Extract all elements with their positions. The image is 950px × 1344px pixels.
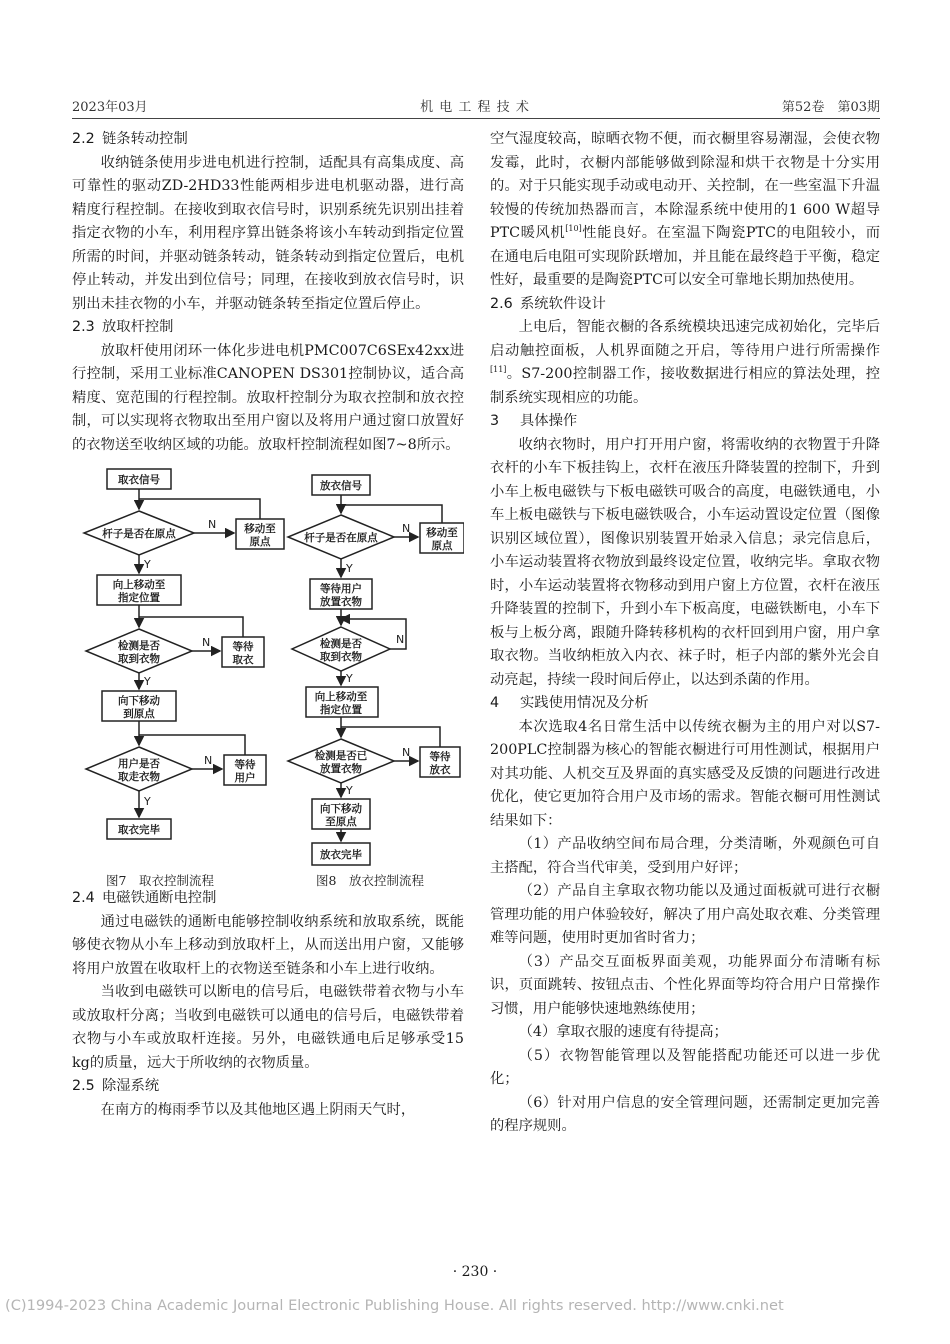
paragraph: 本次选取4名日常生活中以传统衣橱为主的用户对以S7-200PLC控制器为核心的智能衣橱进行可用性测试，根据用户对其功能、人机交互及界面的真实感受及反馈的问题进行改进优化，使它更加符合用户及市场的需求。智能衣橱可用性测试结果如下： xyxy=(490,718,880,829)
fig7-no-1: N xyxy=(208,518,217,531)
fig8-wait-user-l2: 放置衣物 xyxy=(320,596,362,608)
fig7-d3-l1: 用户是否 xyxy=(118,758,160,770)
fig8-move-up-l1: 向上移动至 xyxy=(314,691,368,703)
flowcharts-svg xyxy=(72,461,464,871)
result-item: （1）产品收纳空间布局合理，分类清晰，外观颜色可自主搭配，符合当代审美，受到用户好评； xyxy=(490,836,880,876)
fig7-move-up-l2: 指定位置 xyxy=(118,592,160,604)
section-title: 具体操作 xyxy=(520,413,578,429)
section-title: 放取杆控制 xyxy=(102,319,174,335)
page-number: · 230 · xyxy=(452,1264,498,1280)
fig7-d2-l1: 检测是否 xyxy=(118,640,160,652)
paragraph-text: 。S7-200控制器工作，接收数据进行相应的算法处理，控制系统实现相应的功能。 xyxy=(490,366,880,406)
paragraph-text: 上电后，智能衣橱的各系统模块迅速完成初始化，完毕后启动触控面板，人机界面随之开启，等待用户进行所需操作 xyxy=(490,319,880,359)
fig8-no-3: N xyxy=(402,746,411,759)
fig7-start-label: 取衣信号 xyxy=(118,474,160,486)
section-number: 2.6 xyxy=(490,295,513,312)
fig7-move-down-l2: 到原点 xyxy=(123,708,155,720)
fig8-d2-l1: 检测是否 xyxy=(320,638,362,650)
fig7-d2-l2: 取到衣物 xyxy=(118,653,160,665)
fig7-yes-1: Y xyxy=(144,558,151,571)
result-item: （6）针对用户信息的安全管理问题，还需制定更加完善的程序规则。 xyxy=(490,1094,880,1134)
fig7-d3-l2: 取走衣物 xyxy=(118,771,160,783)
fig8-move-origin-l1: 移动至 xyxy=(426,527,458,539)
result-item: （2）产品自主拿取衣物功能以及通过面板就可进行衣橱管理功能的用户体验较好，解决了用户高处取衣难、分类管理难等问题，使用时更加省时省力； xyxy=(490,883,880,946)
section-number: 2.2 xyxy=(72,131,95,147)
fig8-yes-1: Y xyxy=(346,562,353,575)
fig8-end-label: 放衣完毕 xyxy=(320,849,362,861)
fig7-yes-2: Y xyxy=(144,675,151,688)
fig7-wait-user-l1: 等待 xyxy=(234,759,256,771)
fig8-no-1: N xyxy=(402,522,411,535)
paragraph-text: 性能良好。在室温下陶瓷PTC的电阻较小，而在通电后电阻可实现阶跃增加，并且能在最终趋于平衡，稳定性好，最重要的是陶瓷PTC可以安全可靠地长期加热使用。 xyxy=(490,225,880,288)
paragraph: 收纳链条使用步进电机进行控制，适配具有高集成度、高可靠性的驱动ZD-2HD33性能两相步进电机驱动器，进行高精度行程控制。在接收到取衣信号时，识别系统先识别出挂着指定衣物的小车，利用程序算出链条将该小车转动到指定位置所需的时间，并驱动链条转动，链条转动到指定位置后，电机停止转动，并发出到位信号；同理，在接收到放衣信号时，识别出未挂衣物的小车，并驱动链条转至指定位置后停止。 xyxy=(72,154,464,312)
citation[interactable]: [10] xyxy=(565,224,582,234)
figure-8-labels xyxy=(304,479,458,861)
fig7-move-down-l1: 向下移动 xyxy=(118,695,160,707)
section-title: 系统软件设计 xyxy=(520,295,606,312)
fig7-move-up-l1: 向上移动至 xyxy=(112,579,166,591)
paragraph xyxy=(490,316,880,410)
figure-8-caption: 图8 放衣控制流程 xyxy=(316,873,424,888)
header-rule xyxy=(72,118,880,119)
section-number: 4 xyxy=(490,695,500,711)
fig8-d2-l2: 取到衣物 xyxy=(320,651,362,663)
section-2-6-heading xyxy=(490,293,880,317)
fig7-move-origin-l2: 原点 xyxy=(249,536,271,548)
citation[interactable]: [11] xyxy=(490,365,507,375)
fig7-move-origin-l1: 移动至 xyxy=(244,523,276,535)
section-2-3-heading xyxy=(72,316,464,340)
fig7-yes-3: Y xyxy=(144,795,151,808)
left-column xyxy=(72,128,464,1122)
fig7-d1-label: 杆子是否在原点 xyxy=(102,528,176,540)
fig8-wait-user-l1: 等待用户 xyxy=(320,583,362,595)
fig8-wait-l2: 放衣 xyxy=(429,764,451,776)
header-issue: 第52卷 第03期 xyxy=(781,100,880,115)
fig8-move-down-l2: 至原点 xyxy=(325,816,357,828)
section-4-heading xyxy=(490,692,880,716)
fig8-yes-3: Y xyxy=(346,784,353,797)
figure-7-labels xyxy=(102,473,276,836)
fig8-d3-l1: 检测是否已 xyxy=(314,750,368,762)
section-number: 2.5 xyxy=(72,1078,95,1094)
section-title: 除湿系统 xyxy=(102,1078,160,1094)
paragraph: 放取杆使用闭环一体化步进电机PMC007C6SEx42xx进行控制，采用工业标准CANOPEN DS301控制协议，适合高精度、宽范围的行程控制。放取杆控制分为取衣控制和放衣控制，可以实现将衣物取出至用户窗以及将用户通过窗口放置好的衣物送至收纳区域的功能。放取杆控制流程如图7~8所示。 xyxy=(72,342,464,453)
fig7-wait-user-l2: 用户 xyxy=(234,772,256,784)
section-title: 电磁铁通断电控制 xyxy=(102,890,217,906)
section-number: 3 xyxy=(490,413,500,429)
result-item: （3）产品交互面板界面美观，功能界面分布清晰有标识，页面跳转、按钮点击、个性化界面等均符合用户日常操作习惯，用户能够快速地熟练使用； xyxy=(490,953,880,1017)
section-3-heading xyxy=(490,410,880,434)
figure-row xyxy=(72,457,464,887)
paragraph: 通过电磁铁的通断电能够控制收纳系统和放取系统，既能够使衣物从小车上移动到放取杆上，从而送出用户窗，又能够将用户放置在收取杆上的衣物送至链条和小车上进行收纳。 xyxy=(72,913,464,977)
header-date: 2023年03月 xyxy=(72,100,148,115)
copyright-watermark: (C)1994-2023 China Academic Journal Electronic Publishing House. All rights reserved. http://www.cnki.net xyxy=(5,1297,784,1314)
fig8-start-label: 放衣信号 xyxy=(320,480,362,492)
result-item: （4）拿取衣服的速度有待提高； xyxy=(518,1024,728,1040)
fig8-yes-2: Y xyxy=(346,672,353,685)
section-2-2-heading xyxy=(72,128,464,152)
paragraph: 收纳衣物时，用户打开用户窗，将需收纳的衣物置于升降衣杆的小车下板挂钩上，衣杆在液压升降装置的控制下，升到小车上板电磁铁与下板电磁铁可吸合的高度，电磁铁通电，小车上板电磁铁与下板电磁铁吸合，小车运动置设定位置（图像识别区域位置），图像识别装置开始录入信息；录完信息后，小车运动装置将衣物放到最终设定位置，收纳完毕。拿取衣物时，小车运动装置将衣物移动到用户窗上方位置，衣杆在液压升降装置的控制下，升到小车下板高度，电磁铁断电，小车下板与上板分离，跟随升降转移机构的衣杆回到用户窗，用户拿取衣物。当收纳柜放入内衣、袜子时，柜子内部的紫外光会自动亮起，持续一段时间后停止，以达到杀菌的作用。 xyxy=(490,436,880,688)
section-number: 2.3 xyxy=(72,319,95,335)
figure-7-caption: 图7 取衣控制流程 xyxy=(106,873,214,888)
paragraph: 在南方的梅雨季节以及其他地区遇上阴雨天气时， xyxy=(100,1101,416,1118)
section-title: 链条转动控制 xyxy=(102,131,188,147)
fig8-d3-l2: 放置衣物 xyxy=(320,763,362,775)
fig7-end-label: 取衣完毕 xyxy=(118,824,160,836)
fig8-move-down-l1: 向下移动 xyxy=(320,803,362,815)
section-title: 实践使用情况及分析 xyxy=(520,695,649,711)
right-column xyxy=(490,128,880,1139)
header-journal: 机 电 工 程 技 术 xyxy=(420,100,530,115)
paragraph xyxy=(490,128,880,293)
paragraph: 当收到电磁铁可以断电的信号后，电磁铁带着衣物与小车或放取杆分离；当收到电磁铁可以通电的信号后，电磁铁带着衣物与小车或放取杆连接。另外，电磁铁通电后足够承受15 kg的质量，远大于所收纳的衣物质量。 xyxy=(72,984,464,1071)
section-number: 2.4 xyxy=(72,890,95,906)
section-2-5-heading xyxy=(72,1075,464,1099)
fig8-move-up-l2: 指定位置 xyxy=(320,704,362,716)
fig8-d1-label: 杆子是否在原点 xyxy=(304,532,378,544)
result-item: （5）衣物智能管理以及智能搭配功能还可以进一步优化； xyxy=(490,1047,880,1087)
paragraph-text: 空气湿度较高，晾晒衣物不便，而衣橱里容易潮湿，会使衣物发霉，此时，衣橱内部能够做到除湿和烘干衣物是十分实用的。对于只能实现手动或电动开、关控制，在一些室温下升温较慢的传统加热器而言，本除湿系统中使用的1 600 W超导PTC暖风机 xyxy=(490,131,880,241)
fig7-wait-l1: 等待 xyxy=(232,641,254,653)
fig8-no-2: N xyxy=(396,633,405,646)
fig8-move-origin-l2: 原点 xyxy=(431,540,453,552)
fig7-wait-l2: 取衣 xyxy=(232,654,254,666)
fig7-no-2: N xyxy=(202,636,211,649)
fig8-wait-l1: 等待 xyxy=(429,751,451,763)
section-2-4-heading xyxy=(72,887,464,911)
fig7-no-3: N xyxy=(204,754,213,767)
